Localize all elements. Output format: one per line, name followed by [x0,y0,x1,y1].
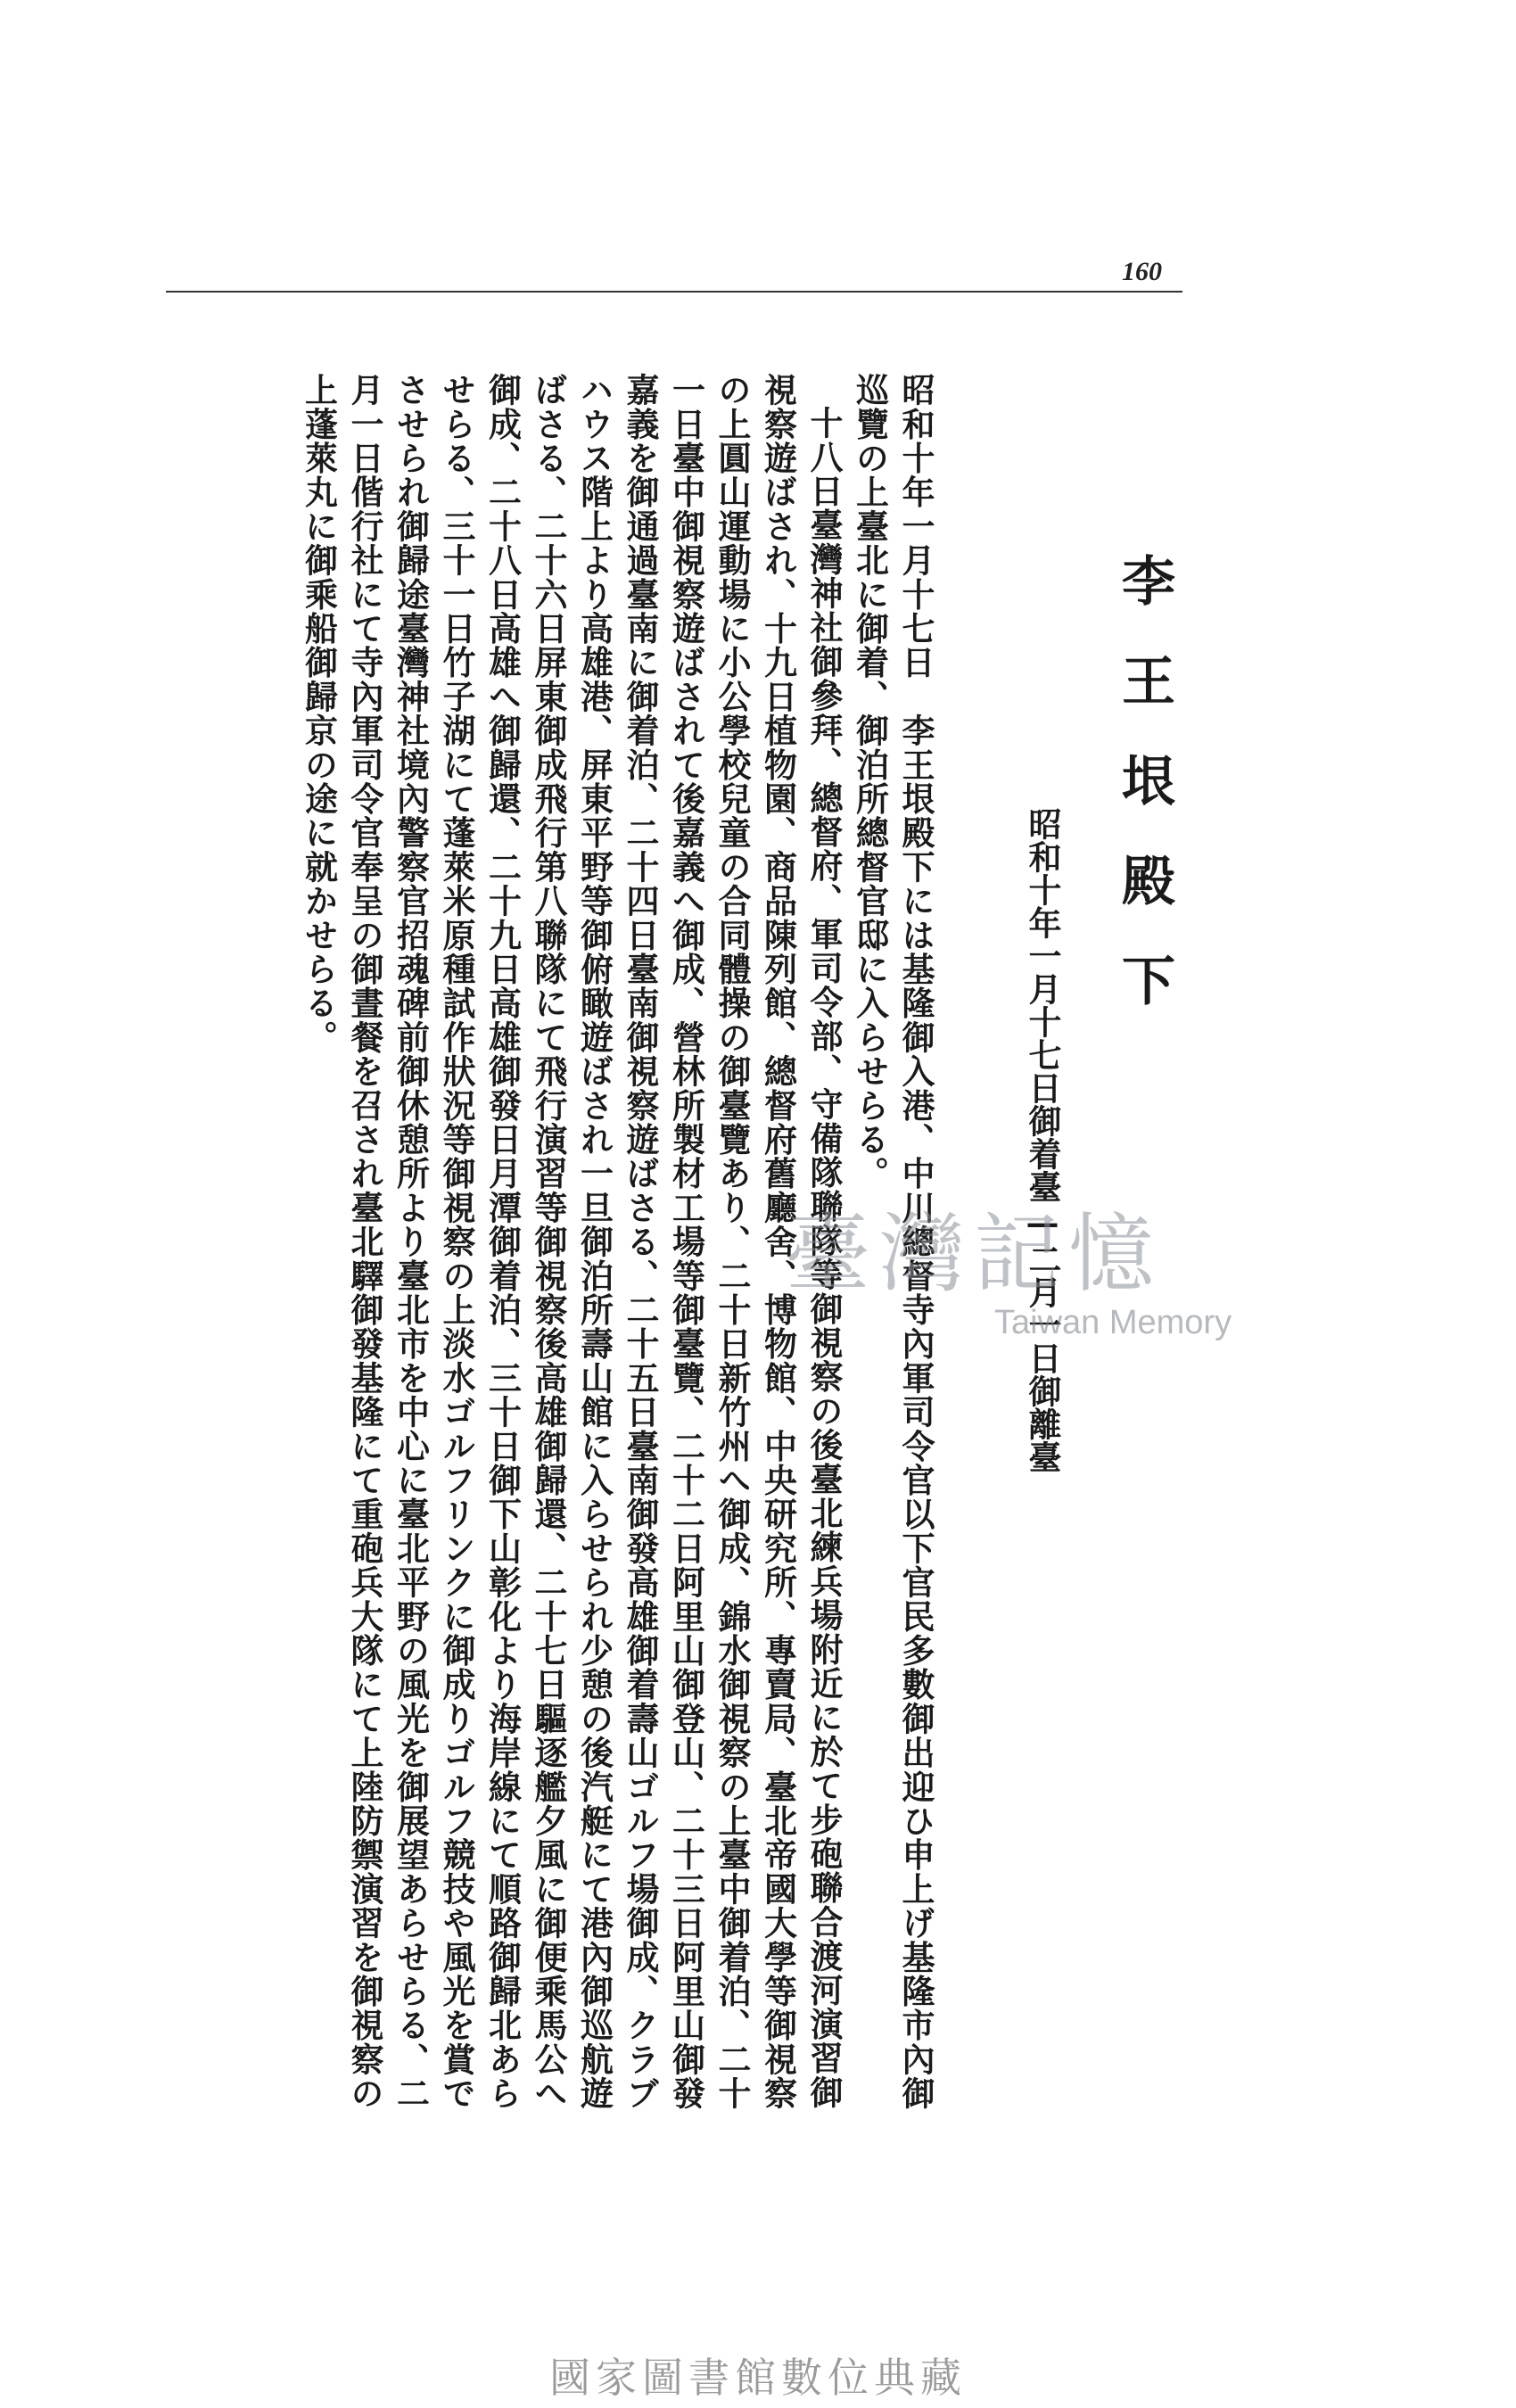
footer-collection-label: 國家圖書館數位典藏 [549,2354,967,2402]
paragraph-itinerary: 十八日臺灣神社御參拜、總督府、軍司令部、守備隊聯隊等御視察の後臺北練兵場附近に於て步砲聯合渡河演習御視察遊ばされ、十九日植物園、商品陳列館、總督府舊廳舍、博物館、中央研究所、專賣局、臺北帝國大學等御視察の上圓山運動場に小公學校兒童の合同體操の御臺覽あり、二十日新竹州へ御成、錦水御視察の上臺中御着泊、二十一日臺中御視察遊ばされて後嘉義へ御成、營林所製材工場等御臺覽、二十二日阿里山御登山、二十三日阿里山御發嘉義を御通過臺南に御着泊、二十四日臺南御視察遊ばさる、二十五日臺南御發高雄御着壽山ゴルフ場御成、クラブハウス階上より高雄港、屏東平野等御俯瞰遊ばされ一旦御泊所壽山館に入らせられ少憩の後汽艇にて港內御巡航遊ばさる、二十六日屏東御成飛行第八聯隊にて飛行演習等御視察後高雄御歸還、二十七日驅逐艦夕風に御便乘馬公へ御成、二十八日高雄へ御歸還、二十九日高雄御發日月潭御着泊、三十日御下山彰化より海岸線にて順路御歸北あらせらる、三十一日竹子湖にて蓬萊米原種試作狀況等御視察の上淡水ゴルフリンクに御成りゴルフ競技や風光を賞でさせられ御歸途臺灣神社境內警察官招魂碑前御休憩所より臺北市を中心に臺北平野の風光を御展望あらせらる、二月一日偕行社にて寺內軍司令官奉呈の御晝餐を召され臺北驛御發基隆にて重砲兵大隊にて上陸防禦演習を御視察の上蓬萊丸に御乘船御歸京の途に就かせらる。 [299,373,844,2111]
watermark-subtitle: Taiwan Memory [994,1304,1232,1341]
article-title: 李王垠殿下 [1113,553,1175,1052]
dateline: 昭和十年一月十七日御着臺—二月一日御離臺 [1023,807,1062,1473]
header-rule [166,291,1182,293]
page-number: 160 [1122,257,1162,286]
paragraph-intro: 昭和十年一月十七日 李王垠殿下には基隆御入港、中川總督寺內軍司令官以下官民多數御出迎ひ申上げ基隆市內御巡覽の上臺北に御着、御泊所總督官邸に入らせらる。 [850,373,935,2111]
taiwan-memory-watermark [785,1186,1284,1365]
watermark-logo: 臺灣記憶 [785,1204,1163,1304]
